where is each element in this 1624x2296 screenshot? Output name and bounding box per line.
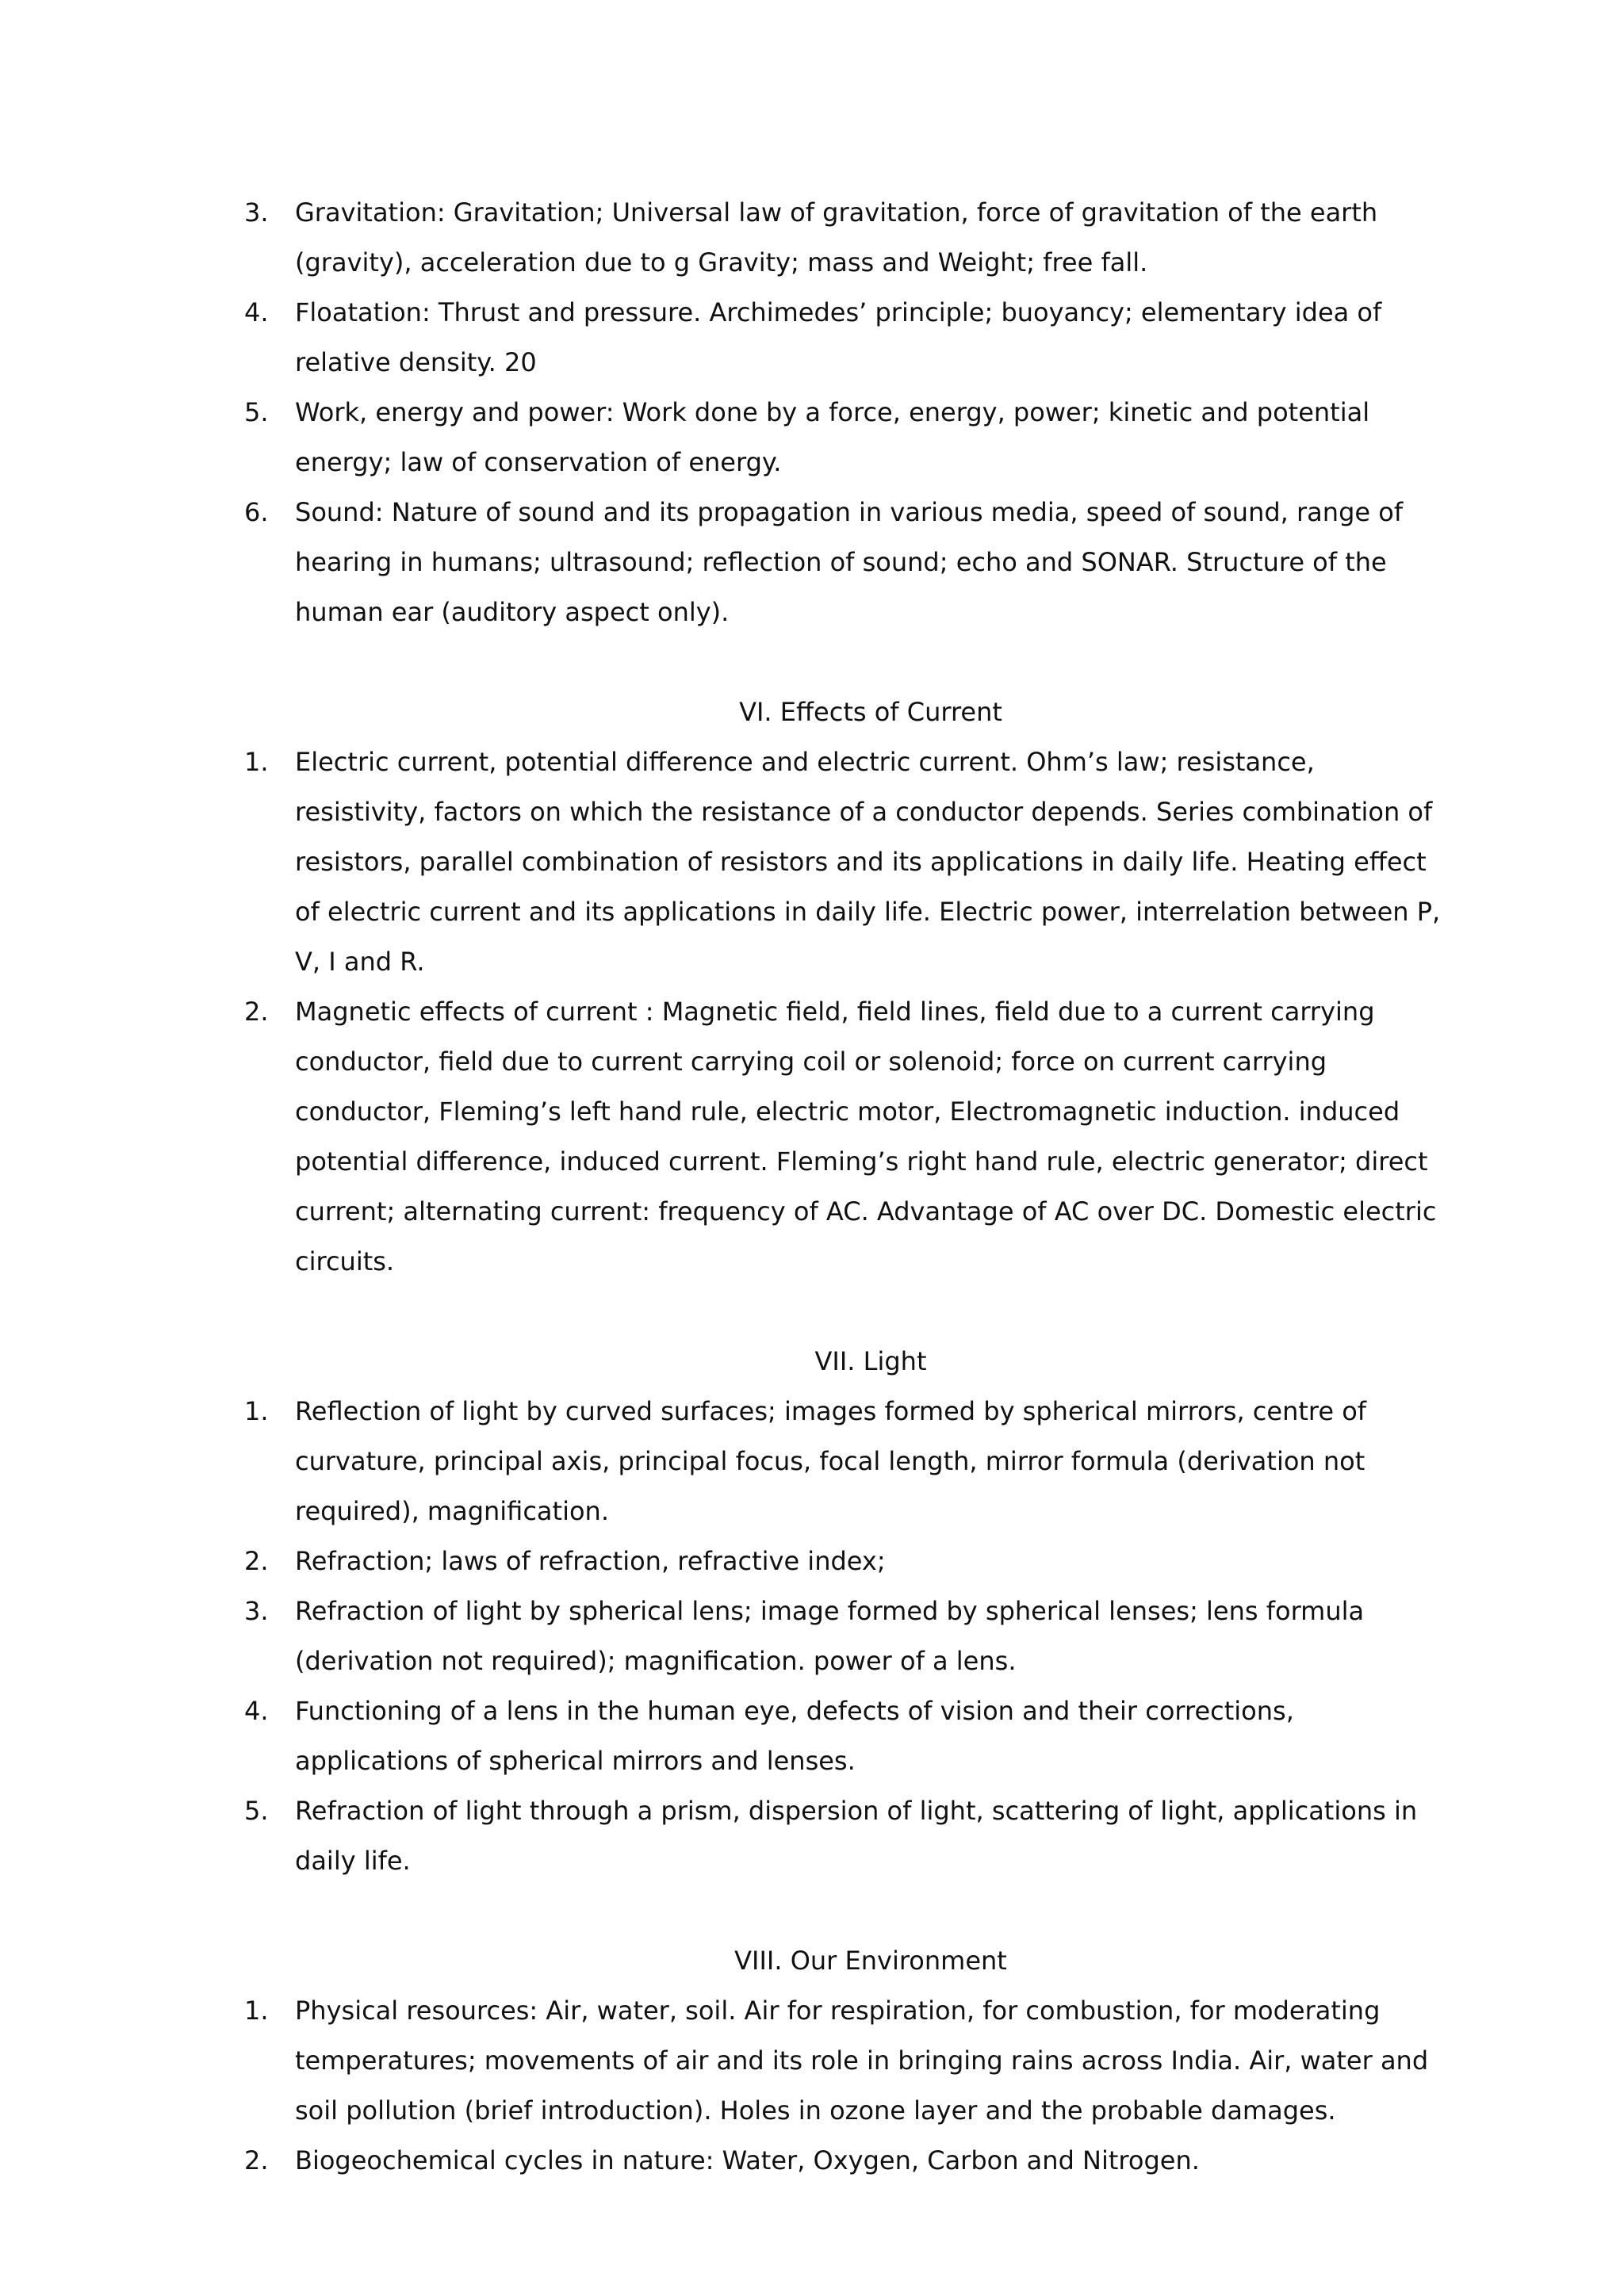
list-item [241,1586,1446,1686]
item-number: 1. [244,1396,269,1426]
item-number: 4. [244,1696,269,1726]
list-item [241,2136,1446,2186]
item-number: 1. [244,1996,269,2026]
list-item [241,188,1446,288]
item-number: 5. [244,1796,269,1826]
item-number: 1. [244,747,269,777]
item-text: Gravitation: Gravitation; Universal law of gravitation, force of gravitation of the earth (gravity), acceleration due to g Gravity; mass and Weight; free fall. [295,197,1378,277]
section-heading: VII. Light [814,1346,927,1376]
item-text: Reflection of light by curved surfaces; images formed by spherical mirrors, centre of curvature, principal axis, principal focus, focal length, mirror formula (derivation not required), magnification. [295,1396,1367,1526]
item-text: Magnetic effects of current : Magnetic field, field lines, field due to a current carrying conductor, field due to current carrying coil or solenoid; force on current carrying conductor, Fleming’s left hand rule, electric motor, Electromagnetic induction. induced potential difference, induced current. Fleming’s right hand rule, electric generator; direct current; alternating current: frequency of AC. Advantage of AC over DC. Domestic electric circuits. [295,997,1437,1276]
section-heading: VI. Effects of Current [739,697,1002,727]
section-effects-of-current [241,687,1446,1287]
item-number: 6. [244,497,269,527]
list-item [241,1536,1446,1586]
topic-list-continued [241,188,1446,637]
list-item [241,1986,1446,2136]
section-list [241,737,1446,1287]
item-number: 3. [244,197,269,228]
list-item [241,737,1446,987]
list-item [241,1686,1446,1786]
item-text: Biogeochemical cycles in nature: Water, Oxygen, Carbon and Nitrogen. [295,2145,1200,2175]
section-heading: VIII. Our Environment [734,1946,1007,1976]
item-number: 3. [244,1596,269,1626]
list-item [241,388,1446,488]
item-number: 2. [244,997,269,1027]
item-text: Sound: Nature of sound and its propagation in various media, speed of sound, range of hearing in humans; ultrasound; reflection of sound; echo and SONAR. Structure of the human ear (auditory aspect only). [295,497,1404,627]
list-item [241,987,1446,1287]
item-text: Refraction of light through a prism, dispersion of light, scattering of light, applications in daily life. [295,1796,1418,1876]
list-item [241,288,1446,388]
item-text: Physical resources: Air, water, soil. Air for respiration, for combustion, for moderating temperatures; movements of air and its role in bringing rains across India. Air, water and soil pollution (brief introduction). Holes in ozone layer and the probable damages. [295,1996,1429,2126]
item-text: Refraction of light by spherical lens; image formed by spherical lenses; lens formula (derivation not required); magnification. power of a lens. [295,1596,1365,1676]
item-number: 5. [244,397,269,427]
section-list [241,1986,1446,2186]
list-item [241,1786,1446,1886]
document-content [241,188,1446,2186]
item-text: Floatation: Thrust and pressure. Archimedes’ principle; buoyancy; elementary idea of relative density. 20 [295,297,1382,377]
item-number: 2. [244,2145,269,2175]
item-text: Functioning of a lens in the human eye, defects of vision and their corrections, applications of spherical mirrors and lenses. [295,1696,1294,1776]
item-text: Electric current, potential difference and electric current. Ohm’s law; resistance, resistivity, factors on which the resistance of a conductor depends. Series combination of resistors, parallel combination of resistors and its applications in daily life. Heating effect of electric current and its applications in daily life. Electric power, interrelation between P, V, I and R. [295,747,1441,977]
list-item [241,488,1446,637]
item-text: Work, energy and power: Work done by a force, energy, power; kinetic and potential energy; law of conservation of energy. [295,397,1370,477]
list-item [241,1387,1446,1536]
item-number: 4. [244,297,269,327]
section-our-environment [241,1936,1446,2186]
item-number: 2. [244,1546,269,1576]
section-light [241,1337,1446,1886]
item-text: Refraction; laws of refraction, refractive index; [295,1546,886,1576]
section-list [241,1387,1446,1886]
